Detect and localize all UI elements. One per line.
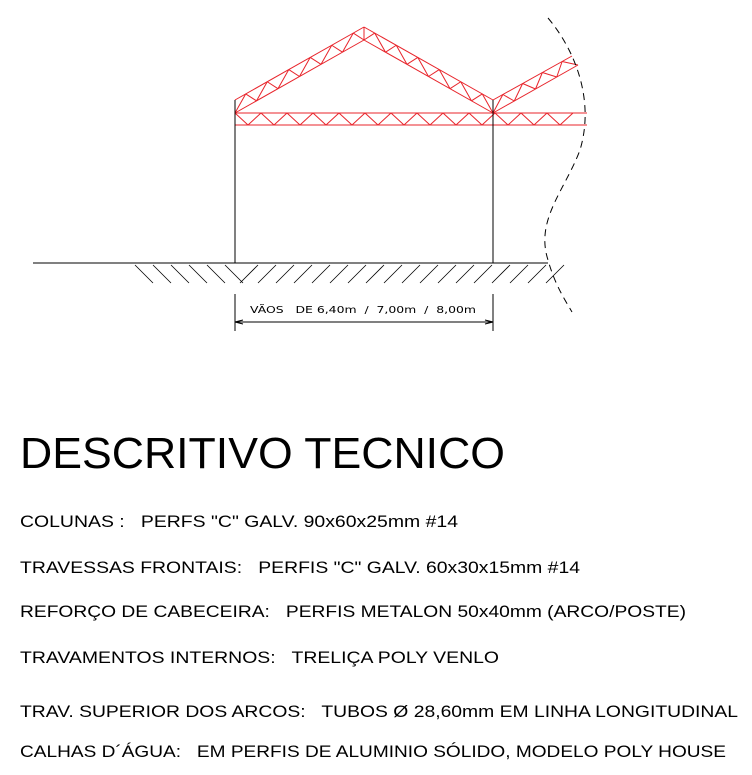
hatch-line: [366, 265, 384, 283]
horizontal-truss-web: [508, 113, 521, 125]
hatch-line: [294, 265, 312, 283]
horizontal-truss-web: [352, 113, 365, 125]
horizontal-truss-web: [443, 113, 456, 125]
truss-web: [450, 82, 461, 89]
truss-web: [353, 33, 364, 40]
hatch-line: [510, 265, 528, 283]
hatch-line: [438, 265, 456, 283]
hatch-line: [240, 265, 258, 283]
truss-web: [542, 73, 556, 78]
horizontal-truss-web: [339, 113, 352, 125]
horizontal-truss-web: [391, 113, 404, 125]
horizontal-truss-web: [287, 113, 300, 125]
truss-web: [364, 33, 375, 40]
spec-calhas-agua: CALHAS D´ÁGUA: EM PERFIS DE ALUMINIO SÓLIDO, MODELO POLY HOUSE: [20, 742, 726, 761]
truss-web: [267, 82, 278, 89]
horizontal-truss-web: [248, 113, 261, 125]
horizontal-truss-web: [417, 113, 430, 125]
hatch-line: [384, 265, 402, 283]
truss-web: [246, 94, 257, 101]
hatch-line: [528, 265, 546, 283]
hatch-line: [402, 265, 420, 283]
roof-truss: [235, 27, 587, 125]
hatch-line: [276, 265, 294, 283]
ground-hatching: [135, 265, 564, 283]
spec-trav-superior-arcos: TRAV. SUPERIOR DOS ARCOS: TUBOS Ø 28,60mm EM LINHA LONGITUDINAL: [20, 702, 738, 721]
span-dimension-label: VÃOS DE 6,40m / 7,00m / 8,00m: [250, 305, 433, 316]
horizontal-truss-web: [456, 113, 469, 125]
truss-web: [386, 45, 397, 52]
horizontal-truss-web: [365, 113, 378, 125]
horizontal-truss-web: [521, 113, 534, 125]
horizontal-truss-web: [560, 113, 573, 125]
hatch-line: [348, 265, 366, 283]
rafter-top-chord: [364, 27, 493, 100]
horizontal-truss-web: [300, 113, 313, 125]
truss-web: [523, 84, 536, 90]
hatch-line: [189, 265, 207, 283]
page-title: DESCRITIVO TECNICO: [20, 429, 505, 478]
truss-web: [407, 57, 418, 64]
horizontal-truss-web: [235, 113, 248, 125]
spec-travessas-frontais: TRAVESSAS FRONTAIS: PERFIS "C" GALV. 60x30x15mm #14: [20, 558, 580, 577]
horizontal-truss-web: [313, 113, 326, 125]
truss-web: [289, 70, 300, 77]
horizontal-truss-web: [378, 113, 391, 125]
truss-web: [472, 94, 483, 101]
hatch-line: [456, 265, 474, 283]
hatch-line: [312, 265, 330, 283]
horizontal-truss-web: [274, 113, 287, 125]
horizontal-truss-web: [404, 113, 417, 125]
horizontal-truss-web: [495, 113, 508, 125]
truss-web: [332, 45, 343, 52]
horizontal-truss-web: [430, 113, 443, 125]
horizontal-truss-web: [261, 113, 274, 125]
horizontal-truss-web: [534, 113, 547, 125]
rafter-top-chord: [493, 56, 572, 100]
rafter-top-chord: [235, 27, 364, 100]
hatch-line: [492, 265, 510, 283]
horizontal-truss-web: [469, 113, 482, 125]
truss-web: [429, 70, 440, 77]
spec-travamentos-internos: TRAVAMENTOS INTERNOS: TRELIÇA POLY VENLO: [20, 648, 499, 667]
structure-lines: [33, 100, 548, 263]
spec-reforco-cabeceira: REFORÇO DE CABECEIRA: PERFIS METALON 50x40mm (ARCO/POSTE): [20, 602, 686, 621]
hatch-line: [258, 265, 276, 283]
hatch-line: [207, 265, 225, 283]
hatch-line: [474, 265, 492, 283]
hatch-line: [420, 265, 438, 283]
hatch-line: [171, 265, 189, 283]
spec-colunas: COLUNAS : PERFS "C" GALV. 90x60x25mm #14: [20, 512, 458, 531]
truss-web: [310, 57, 321, 64]
horizontal-truss-web: [326, 113, 339, 125]
hatch-line: [153, 265, 171, 283]
hatch-line: [225, 265, 243, 283]
truss-web: [503, 95, 514, 102]
hatch-line: [135, 265, 153, 283]
hatch-line: [330, 265, 348, 283]
horizontal-truss-web: [547, 113, 560, 125]
